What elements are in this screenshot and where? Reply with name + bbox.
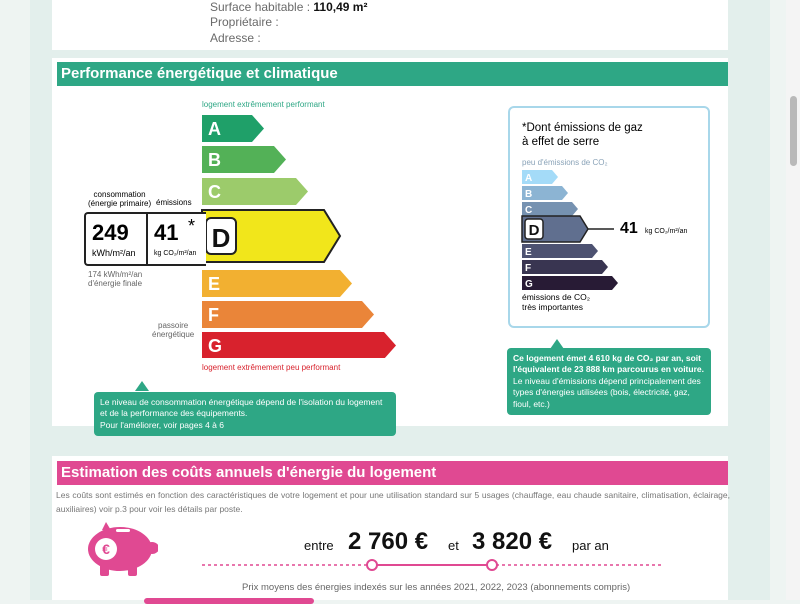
cost-per-year: par an: [572, 538, 609, 553]
energy-class-C-letter: C: [208, 182, 221, 202]
ghg-class-A-letter: A: [525, 173, 533, 184]
energy-info-bubble: Le niveau de consommation énergétique dépend de l'isolation du logement et de la performance des équipements. Pour l'améliorer, voir pages 4 à 6: [94, 392, 396, 436]
ghg-class-B-letter: B: [525, 189, 533, 200]
ghg-class-G-letter: G: [525, 279, 533, 290]
energy-costs-section: [52, 456, 728, 600]
ghg-info-bubble: [507, 348, 711, 415]
energy-scale: [52, 58, 472, 358]
cost-between: entre: [304, 538, 334, 553]
final-energy-note: 174 kWh/m²/an d'énergie finale: [88, 270, 143, 288]
energy-class-E-letter: E: [208, 274, 221, 294]
emissions-unit: kg CO₂/m²/an: [154, 250, 197, 257]
top-caption: logement extrêmement performant: [202, 100, 325, 109]
ghg-class-G-arrow: [522, 276, 618, 290]
scrollbar-thumb[interactable]: [790, 96, 797, 166]
consumption-value: 249: [92, 220, 129, 245]
ghg-class-F-letter: F: [525, 263, 532, 274]
ghg-unit: kg CO₂/m²/an: [645, 228, 688, 235]
emissions-value: 41: [154, 220, 179, 245]
ghg-class-E-letter: E: [525, 247, 532, 258]
costs-section-title: Estimation des coûts annuels d'énergie du logement: [57, 461, 728, 485]
consumption-box: [84, 212, 206, 266]
ghg-bubble-text: Le niveau d'émissions dépend principalement des types d'énergies utilisées (bois, électricité, gaz, fioul, etc.): [513, 375, 701, 409]
energy-class-D-letter: D: [211, 223, 231, 253]
property-info-card: [52, 0, 728, 50]
scrollbar[interactable]: [786, 0, 800, 600]
ghg-class-D-letter: D: [528, 222, 540, 239]
ghg-box: [508, 106, 710, 328]
ghg-class-F-arrow: [522, 260, 608, 274]
owner-label: Propriétaire :: [210, 15, 279, 29]
energy-class-E-arrow: [202, 270, 352, 297]
cost-low: 2 760 €: [348, 528, 429, 555]
ghg-class-C-letter: C: [525, 205, 533, 216]
consumption-unit: kWh/m²/an: [92, 248, 136, 258]
consumption-label: consommation (énergie primaire): [88, 190, 152, 208]
address-label: Adresse :: [210, 31, 261, 45]
energy-class-F-arrow: [202, 301, 374, 328]
energy-class-A-letter: A: [208, 119, 221, 139]
surface-value: 110,49 m²: [313, 0, 368, 14]
bottom-caption: logement extrêmement peu performant: [202, 363, 341, 372]
energy-class-B-letter: B: [208, 150, 221, 170]
passoire-label: passoire énergétique: [152, 321, 195, 339]
ghg-title: *Dont émissions de gaz à effet de serre: [522, 122, 643, 148]
emissions-label: émissions: [156, 198, 192, 207]
piggy-bank-icon: [76, 522, 158, 578]
ghg-top-caption: peu d'émissions de CO₂: [522, 158, 608, 167]
cost-footnote: Prix moyens des énergies indexés sur les années 2021, 2022, 2023 (abonnements compris): [242, 582, 631, 593]
costs-description: Les coûts sont estimés en fonction des caractéristiques de votre logement et pour une utilisation standard sur 5 usages (chauffage, eau chaude sanitaire, climatisation, éclairage, auxiliaires) voir p.3 pour voir les détails par poste.: [56, 490, 730, 514]
ghg-value: 41: [620, 220, 638, 237]
energy-class-G-arrow: [202, 332, 396, 358]
next-band: [144, 598, 314, 604]
energy-class-F-letter: F: [208, 305, 219, 325]
surface-label: Surface habitable :: [210, 0, 311, 14]
divider: [146, 214, 148, 264]
ghg-bottom-caption: émissions de CO₂ très importantes: [522, 292, 591, 313]
ghg-bubble-bold: Ce logement émet 4 610 kg de CO₂ par an, soit l'équivalent de 23 888 km parcourus en voiture.: [513, 353, 704, 375]
ghg-class-E-arrow: [522, 244, 598, 258]
surface-row: [210, 0, 367, 14]
energy-section-title: Performance énergétique et climatique: [57, 62, 728, 86]
bubble-pointer: [135, 381, 149, 391]
euro-symbol: €: [102, 541, 110, 557]
cost-and: et: [448, 538, 459, 553]
cost-high: 3 820 €: [472, 528, 553, 555]
cost-range-bar: [202, 558, 662, 572]
emissions-star: *: [188, 216, 196, 236]
energy-performance-section: [52, 58, 728, 430]
energy-class-G-letter: G: [208, 336, 223, 356]
